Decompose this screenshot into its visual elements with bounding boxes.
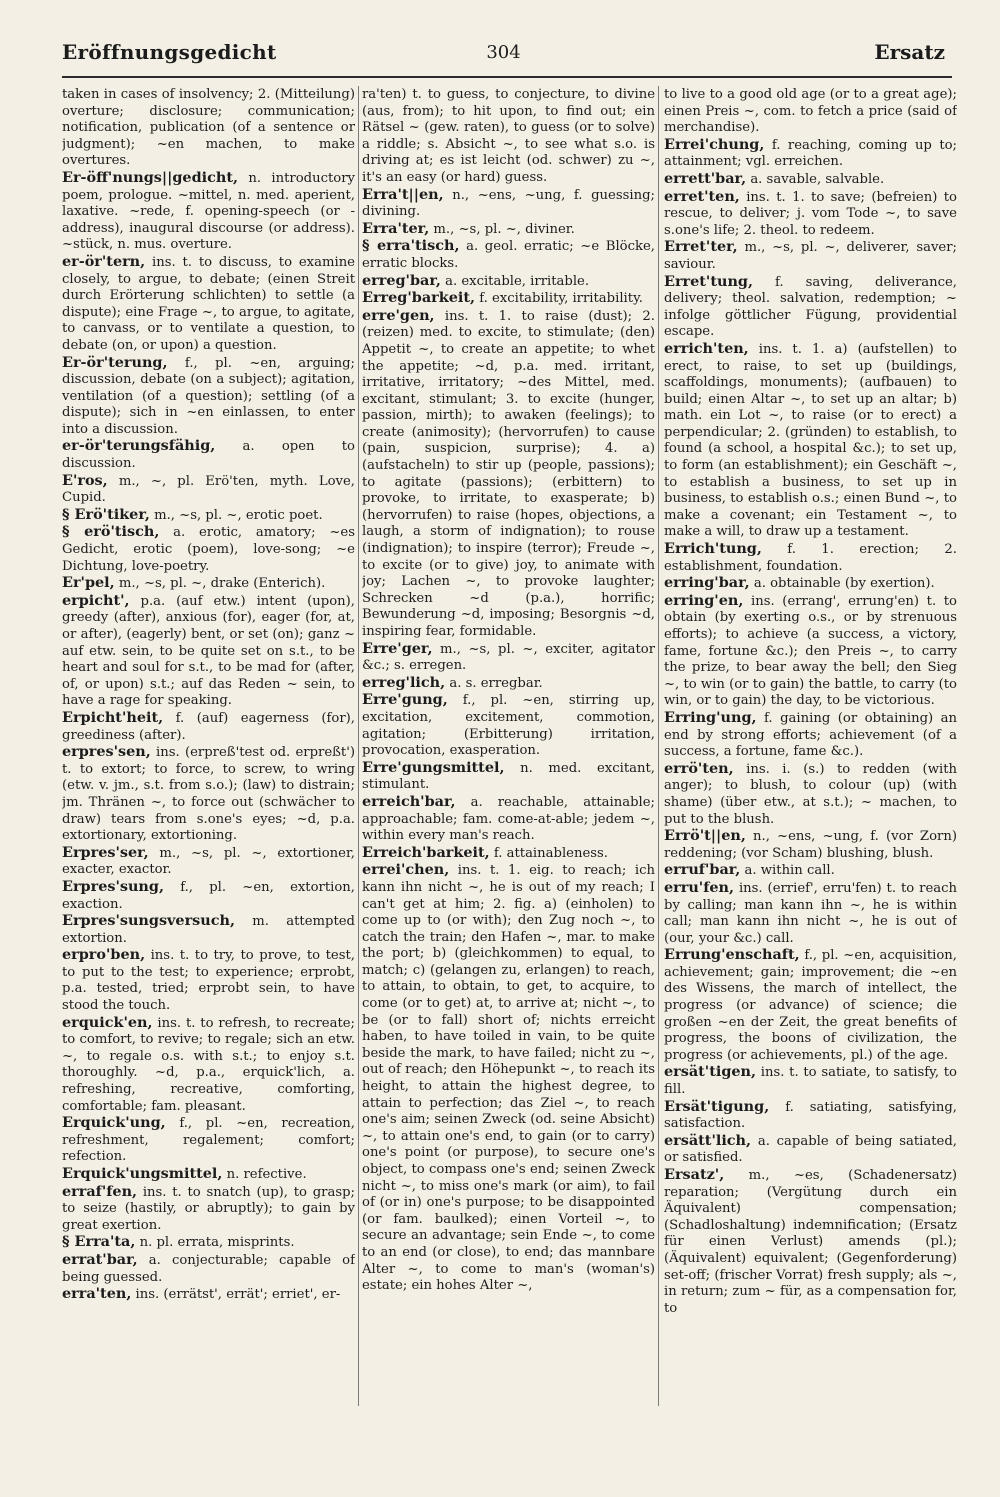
entry-headword: errich'ten, <box>664 339 749 357</box>
dictionary-entry <box>62 438 355 472</box>
dictionary-entry <box>62 1015 355 1116</box>
dictionary-entry <box>664 541 957 575</box>
entry-definition: n., ~ens, ~ung, f. guessing; divining. <box>362 187 655 220</box>
column-2 <box>362 86 655 1486</box>
dictionary-entry <box>664 862 957 880</box>
entry-definition: n., ~ens, ~ung, f. (vor Zorn) reddening; (vor Scham) blushing, blush. <box>664 829 957 861</box>
entry-definition: ins. t. to refresh, to recreate; to comfort, to revive; to regale; sich an etw. ~, to regale o.s. with s.t.; to enjoy s.t. thoroughly. ~d, p.a., erquick'lich, a. refreshing, recreative, comforting, comfortable; fam. pleasant. <box>62 1015 355 1114</box>
entry-headword: er-ör'tern, <box>62 252 146 270</box>
dictionary-entry <box>362 86 655 187</box>
entry-definition: p.a. (auf etw.) intent (upon), greedy (after), anxious (for), eager (for, at, or after), (eagerly) bent, or set (on); ganz ~ auf etw. sein, to be quite set on s.t., to be heart and soul for s.t., to be mad for (after, of, or upon) s.t.; auf das Reden ~ sein, to have a rage for speaking. <box>62 593 355 709</box>
entry-definition: ins. i. (s.) to redden (with anger); to blush, to colour (up) (with shame) (über etw., at s.t.); ~ machen, to put to the blush. <box>664 761 957 827</box>
entry-headword: Erreg'barkeit, <box>362 289 475 307</box>
entry-definition: m., ~es, (Schadenersatz) reparation; (Vergütung durch ein Äquivalent) compensation; (Schadloshaltung) indemnification; (Ersatz für einen Verlust) amends (pl.); (Äquivalent) equivalent; (Gegenforderung) set-off; (frischer Vorrat) fresh supply; als ~, in return; zum ~ für, as a compensation for, to <box>664 1168 957 1316</box>
entry-definition: ins. t. 1. to raise (dust); 2. (reizen) med. to excite, to stimulate; (den) Appetit ~, to create an appetite; to whet the appetite; ~d, p.a. med. irritant, irritative, irritatory; ~des Mittel, med. excitant, stimulant; 3. to excite (hunger, passion, mirth); to awaken (feelings); to create (animosity); (hervorrufen) to cause (pain, suspicion, surprise); 4. a) (aufstacheln) to stir up (people, passions); to agitate (passions); (erbittern) to provoke, to irritate, to exasperate; b) (hervorrufen) to raise (hopes, objections, a laugh, a storm of indignation); to rouse (indignation); to inspire (terror); Freude ~, to excite (or to give) joy, to animate with joy; Lachen ~, to provoke laughter; Schrecken ~d (p.a.), horrific; Bewunderung ~d, imposing; Besorgnis ~d, inspiring fear, formidable. <box>362 308 655 639</box>
entry-headword: errei'chen, <box>362 861 450 879</box>
header-rule <box>62 76 952 78</box>
dictionary-entry <box>362 675 655 693</box>
entry-headword: ersätt'lich, <box>664 1131 752 1149</box>
entry-definition: ins. (errätst', errät'; erriet', er- <box>135 1287 341 1303</box>
entry-headword: Erquick'ungsmittel, <box>62 1165 223 1182</box>
dictionary-entry <box>62 1286 355 1304</box>
entry-definition: n. refective. <box>226 1167 307 1182</box>
dictionary-entry <box>362 641 655 675</box>
entry-headword: erquick'en, <box>62 1013 153 1031</box>
entry-headword: Erret'tung, <box>664 272 753 290</box>
entry-headword: Erpres'sungsversuch, <box>62 912 235 930</box>
dictionary-entry <box>362 794 655 845</box>
header-last-word: Ersatz <box>874 40 945 64</box>
entry-headword: Er-ör'terung, <box>62 353 168 371</box>
dictionary-entry <box>664 880 957 947</box>
dictionary-entry <box>62 879 355 913</box>
entry-definition: n. introductory poem, prologue. ~mittel, n. med. aperient, laxative. ~rede, f. opening-speech (or -address), inaugural discourse (or address). ~stück, n. mus. overture. <box>62 170 355 253</box>
entry-headword: erpres'sen, <box>62 743 151 761</box>
entry-definition: ins. t. to try, to prove, to test, to put to the test; to experience; erprobt, p.a. tested, tried; erprobt sein, to have stood the touch. <box>62 948 355 1014</box>
entry-definition: m. attempted extortion. <box>62 914 355 946</box>
entry-definition: m., ~s, pl. ~, deliverer, saver; saviour. <box>664 240 957 272</box>
dictionary-entry <box>62 1252 355 1286</box>
entry-definition: ins. (errief', erru'fen) t. to reach by calling; man kann ihn ~, he is within call; man kann ihn nicht ~, he is out of (our, your &c.) call. <box>664 880 957 946</box>
page-number: 304 <box>486 42 521 63</box>
dictionary-entry <box>664 239 957 273</box>
dictionary-entry <box>664 1099 957 1133</box>
entry-headword: er-ör'terungsfähig, <box>62 437 216 455</box>
dictionary-entry <box>664 1167 957 1317</box>
entry-definition: f. saving, deliverance, delivery; theol. salvation, redemption; ~ infolge göttlicher Fügung, providential escape. <box>664 274 957 340</box>
entry-headword: errett'bar, <box>664 169 747 187</box>
entry-definition: a. excitable, irritable. <box>445 273 590 289</box>
entry-headword: § Erra'ta, <box>62 1233 136 1251</box>
entry-headword: erraf'fen, <box>62 1182 138 1200</box>
dictionary-entry <box>664 137 957 171</box>
entry-headword: erreich'bar, <box>362 792 456 810</box>
entry-headword: Erret'ter, <box>664 238 738 256</box>
entry-headword: Errich'tung, <box>664 540 762 558</box>
entry-headword: errat'bar, <box>62 1250 138 1268</box>
column-3 <box>664 86 957 1486</box>
entry-headword: Er-öff'nungs||gedicht, <box>62 168 238 186</box>
entry-headword: Erre'ger, <box>362 639 433 657</box>
header-first-word: Eröffnungsgedicht <box>62 40 277 64</box>
entry-headword: Erring'ung, <box>664 708 757 726</box>
column-divider <box>658 86 659 1406</box>
entry-definition: f. attainableness. <box>493 845 608 861</box>
entry-definition: ins. (erpreß'test od. erpreßt') t. to extort; to force, to screw, to wring (etw. v. jm., s.t. from s.o.); (law) to distrain; jm. Thränen ~, to force out (schwächer to draw) tears from s.one's eyes; ~d, p.a. extortionary, extortioning. <box>62 745 355 844</box>
entry-definition: ins. t. 1. to save; (befreien) to rescue, to deliver; j. vom Tode ~, to save s.one's life; 2. theol. to redeem. <box>664 189 957 238</box>
entry-headword: Ersatz', <box>664 1166 725 1183</box>
entry-definition: a. conjecturable; capable of being guessed. <box>62 1252 355 1285</box>
dictionary-entry <box>62 507 355 525</box>
entry-headword: ersät'tigen, <box>664 1063 757 1081</box>
entry-definition: taken in cases of insolvency; 2. (Mitteilung) overture; disclosure; communication; notification, publication (of a sentence or judgment); ~en machen, to make overtures. <box>62 87 355 169</box>
entry-headword: Erpres'sung, <box>62 877 164 895</box>
entry-headword: Erre'gungsmittel, <box>362 758 505 776</box>
entry-headword: § Erö'tiker, <box>62 505 150 523</box>
entry-definition: n. pl. errata, misprints. <box>139 1235 295 1251</box>
entry-headword: erring'en, <box>664 591 744 609</box>
entry-definition: m., ~s, pl. ~, extortioner, exacter, exactor. <box>62 845 355 878</box>
entry-definition: ins. t. to discuss, to examine closely, to argue, to debate; (einen Streit durch Erörterung schlichten) to settle (a dispute); eine Frage ~, to argue, to agitate, to canvass, or to ventilate a question, to debate (on, or upon) a question. <box>62 254 355 353</box>
entry-definition: n. med. excitant, stimulant. <box>362 760 655 793</box>
dictionary-entry <box>362 692 655 759</box>
entry-definition: f. 1. erection; 2. establishment, foundation. <box>664 542 957 574</box>
entry-definition: a. savable, salvable. <box>750 171 885 187</box>
entry-definition: f. (auf) eagerness (for), greediness (after). <box>62 710 355 743</box>
entry-definition: a. geol. erratic; ~e Blöcke, erratic blocks. <box>362 239 655 271</box>
dictionary-entry <box>664 828 957 862</box>
entry-definition: f. reaching, coming up to; attainment; vgl. erreichen. <box>664 137 957 170</box>
dictionary-entry <box>664 274 957 341</box>
entry-headword: erpro'ben, <box>62 946 146 964</box>
entry-headword: erret'ten, <box>664 187 740 205</box>
entry-definition: f., pl. ~en, extortion, exaction. <box>62 879 355 912</box>
entry-definition: m., ~s, pl. ~, diviner. <box>433 221 575 237</box>
entry-headword: Errung'enschaft, <box>664 946 800 964</box>
dictionary-entry <box>362 238 655 272</box>
entry-headword: E'ros, <box>62 471 108 489</box>
entry-headword: Erra'ter, <box>362 219 430 237</box>
dictionary-entry <box>62 1184 355 1235</box>
dictionary-entry <box>664 1064 957 1098</box>
entry-headword: erruf'bar, <box>664 861 741 879</box>
entry-definition: a. obtainable (by exertion). <box>753 576 935 592</box>
entry-headword: erring'bar, <box>664 574 750 592</box>
column-1 <box>62 86 355 1486</box>
entry-headword: Errö't||en, <box>664 827 746 845</box>
dictionary-entry <box>62 593 355 710</box>
dictionary-entry <box>362 273 655 291</box>
entry-definition: f., pl. ~en, arguing; discussion, debate (on a subject); agitation, ventilation (of a question); settling (of a dispute); sich in ~en einlassen, to enter into a discussion. <box>62 355 355 437</box>
dictionary-entry <box>362 845 655 863</box>
entry-definition: ins. (errang', errung'en) t. to obtain (by exerting o.s., or by strenuous efforts); to achieve (a success, a victory, fame, fortune &c.); den Preis ~, to carry the prize, to bear away the bell; den Sieg ~, to win (or to gain) the battle, to carry (to win, or to gain) the day, to be victorious. <box>664 593 957 709</box>
entry-headword: § erö'tisch, <box>62 523 160 541</box>
dictionary-entry <box>62 86 355 170</box>
dictionary-entry <box>62 1166 355 1184</box>
entry-headword: Erre'gung, <box>362 691 448 709</box>
dictionary-entry <box>664 575 957 593</box>
entry-definition: f. excitability, irritability. <box>479 291 643 307</box>
dictionary-entry <box>664 189 957 240</box>
entry-definition: f., pl. ~en, stirring up, excitation, excitement, commotion, agitation; (Erbitterung) irritation, provocation, exasperation. <box>362 693 655 759</box>
entry-definition: a. within call. <box>744 863 835 879</box>
column-divider <box>358 86 359 1406</box>
entry-definition: m., ~s, pl. ~, drake (Enterich). <box>118 576 326 592</box>
entry-definition: a. capable of being satiated, or satisfied. <box>664 1133 957 1166</box>
dictionary-entry <box>62 1234 355 1252</box>
entry-definition: ins. t. to snatch (up), to grasp; to seize (hastily, or abruptly); to gain by great exertion. <box>62 1184 355 1233</box>
dictionary-entry <box>362 187 655 221</box>
entry-definition: m., ~s, pl. ~, erotic poet. <box>154 507 323 523</box>
dictionary-entry <box>62 254 355 355</box>
entry-definition: a. s. erregbar. <box>449 675 543 691</box>
dictionary-entry <box>664 171 957 189</box>
dictionary-entry <box>664 341 957 541</box>
dictionary-entry <box>664 593 957 710</box>
dictionary-entry <box>664 1133 957 1167</box>
entry-headword: § erra'tisch, <box>362 237 460 255</box>
dictionary-entry <box>62 913 355 947</box>
entry-definition: a. erotic, amatory; ~es Gedicht, erotic (poem), love-song; ~e Dichtung, love-poetry. <box>62 525 355 574</box>
entry-headword: Erpres'ser, <box>62 843 149 861</box>
entry-definition: ins. t. to satiate, to satisfy, to fill. <box>664 1065 957 1098</box>
entry-headword: erreg'lich, <box>362 673 446 691</box>
dictionary-entry <box>664 710 957 761</box>
dictionary-entry <box>664 947 957 1064</box>
entry-headword: Erpicht'heit, <box>62 708 164 726</box>
entry-headword: erpicht', <box>62 591 130 609</box>
dictionary-entry <box>362 862 655 1294</box>
dictionary-entry <box>62 1115 355 1166</box>
entry-headword: erra'ten, <box>62 1285 132 1303</box>
dictionary-entry <box>362 760 655 794</box>
dictionary-entry <box>362 290 655 308</box>
dictionary-entry <box>362 221 655 239</box>
entry-definition: ins. t. 1. eig. to reach; ich kann ihn nicht ~, he is out of my reach; I can't get at him; 2. fig. a) (einholen) to come up to (or with); den Zug noch ~, to catch the train; den Hafen ~, mar. to make the port; b) (gleichkommen) to equal, to match; c) (gelangen zu, erlangen) to reach, to attain, to obtain, to get, to acquire, to come (or to get) at, to arrive at; nicht ~, to be (or to fall) short of; nichts erreicht haben, to have toiled in vain, to be quite beside the mark, to have failed; nicht zu ~, out of reach; den Höhepunkt ~, to reach its height, to attain the highest degree, to attain to perfection; das Ziel ~, to reach one's aim; seinen Zweck (od. seine Absicht) ~, to attain one's end, to gain (or to carry) one's point (or purpose), to secure one's object, to compass one's end; seinen Zweck nicht ~, to miss one's mark (or aim), to fail of (or in) one's purpose; to be disappointed (or fam. baulked); einen Vorteil ~, to secure an advantage; sein Ende ~, to come to an end (or close), to end; das mannbare Alter ~, to come to man's (woman's) estate; ein hohes Alter ~, <box>362 863 655 1294</box>
entry-definition: f., pl. ~en, acquisition, achievement; gain; improvement; die ~en des Wissens, the march of intellect, the progress (or advance) of science; die großen ~en der Zeit, the great benefits of progress, the boons of civilization, the progress (or achievements, pl.) of the age. <box>664 948 957 1063</box>
entry-definition: f., pl. ~en, recreation, refreshment, regalement; comfort; refection. <box>62 1116 355 1165</box>
dictionary-entry <box>62 947 355 1014</box>
dictionary-entry <box>62 170 355 254</box>
entry-headword: Erra't||en, <box>362 185 444 203</box>
dictionary-entry <box>664 86 957 137</box>
entry-headword: erreg'bar, <box>362 271 441 289</box>
page-header <box>62 40 945 70</box>
dictionary-entry <box>62 575 355 593</box>
entry-definition: ra'ten) t. to guess, to conjecture, to divine (aus, from); to hit upon, to find out; ein Rätsel ~ (gew. raten), to guess (or to solve) a riddle; s. Absicht ~, to see what s.o. is driving at; es ist leicht (od. schwer) zu ~, it's an easy (or hard) guess. <box>362 87 655 185</box>
entry-definition: f. gaining (or obtaining) an end by strong efforts; achievement (of a success, a fortune, fame &c.). <box>664 710 957 760</box>
entry-definition: to live to a good old age (or to a great age); einen Preis ~, com. to fetch a price (said of merchandise). <box>664 87 957 136</box>
dictionary-entry <box>362 308 655 641</box>
entry-headword: errö'ten, <box>664 759 734 777</box>
dictionary-entry <box>62 710 355 744</box>
dictionary-entry <box>664 761 957 828</box>
dictionary-entry <box>62 355 355 439</box>
entry-definition: m., ~s, pl. ~, exciter, agitator &c.; s. erregen. <box>362 641 655 674</box>
dictionary-entry <box>62 473 355 507</box>
entry-headword: Erquick'ung, <box>62 1114 166 1132</box>
entry-headword: erru'fen, <box>664 878 735 896</box>
entry-definition: a. open to discussion. <box>62 439 355 472</box>
entry-definition: m., ~, pl. Erö'ten, myth. Love, Cupid. <box>62 473 355 506</box>
entry-headword: Erreich'barkeit, <box>362 843 490 861</box>
entry-definition: ins. t. 1. a) (aufstellen) to erect, to raise, to set up (buildings, scaffoldings, monuments); (aufbauen) to build; einen Altar ~, to set up an altar; b) math. ein Lot ~, to raise (or to erect) a perpendicular; 2. (gründen) to establish, to found (a school, a hospital &c.); to set up, to form (an establishment); ein Geschäft ~, to establish a business, to set up in business, to establish o.s.; einen Bund ~, to make a covenant; ein Testament ~, to make a will, to draw up a testament. <box>664 341 957 540</box>
dictionary-entry <box>62 845 355 879</box>
entry-headword: Er'pel, <box>62 574 115 592</box>
entry-definition: f. satiating, satisfying, satisfaction. <box>664 1099 957 1132</box>
entry-headword: Ersät'tigung, <box>664 1097 770 1115</box>
entry-headword: erre'gen, <box>362 306 435 324</box>
entry-definition: a. reachable, attainable; approachable; fam. come-at-able; jedem ~, within every man's reach. <box>362 794 655 844</box>
dictionary-entry <box>62 524 355 575</box>
entry-headword: Errei'chung, <box>664 135 765 153</box>
dictionary-entry <box>62 744 355 845</box>
